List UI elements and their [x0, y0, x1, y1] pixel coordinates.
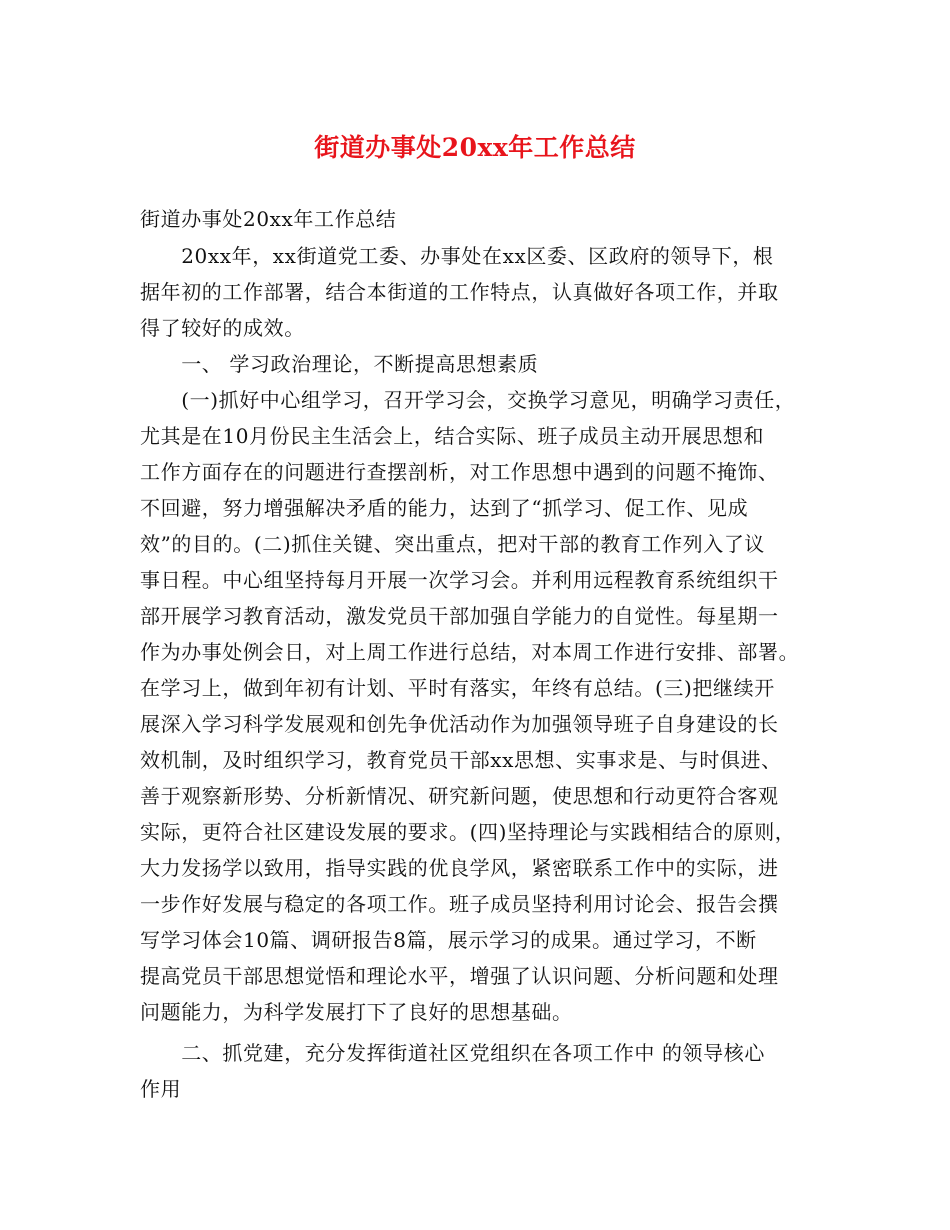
- text-line: 20xx年，xx街道党工委、办事处在xx区委、区政府的领导下，根: [140, 244, 774, 268]
- text-line: 作用: [140, 1077, 182, 1101]
- section-heading: 二、抓党建，充分发挥街道社区党组织在各项工作中 的领导核心: [140, 1041, 765, 1065]
- text-line: 问题能力，为科学发展打下了良好的思想基础。: [140, 1000, 573, 1024]
- text-line: 提高党员干部思想觉悟和理论水平，增强了认识问题、分析问题和处理: [140, 964, 779, 988]
- text-line: 写学习体会10篇、调研报告8篇，展示学习的成果。通过学习，不断: [140, 928, 757, 952]
- text-line: 作为办事处例会日，对上周工作进行总结，对本周工作进行安排、部署。: [140, 640, 800, 664]
- text-line: 工作方面存在的问题进行查摆剖析，对工作思想中遇到的问题不掩饰、: [140, 460, 779, 484]
- text-line: 在学习上，做到年初有计划、平时有落实，年终有总结。(三)把继续开: [140, 676, 775, 700]
- text-line: 效”的目的。(二)抓住关键、突出重点，把对干部的教育工作列入了议: [140, 532, 766, 556]
- text-line: 尤其是在10月份民主生活会上，结合实际、班子成员主动开展思想和: [140, 424, 765, 448]
- subtitle-line: 街道办事处20xx年工作总结: [140, 207, 397, 231]
- text-line: 一步作好发展与稳定的各项工作。班子成员坚持利用讨论会、报告会撰: [140, 892, 779, 916]
- text-line: (一)抓好中心组学习，召开学习会，交换学习意见，明确学习责任，: [140, 388, 796, 412]
- text-line: 实际，更符合社区建设发展的要求。(四)坚持理论与实践相结合的原则，: [140, 820, 796, 844]
- text-line: 得了较好的成效。: [140, 316, 305, 340]
- text-line: 不回避，努力增强解决矛盾的能力，达到了“抓学习、促工作、见成: [140, 496, 749, 520]
- text-line: 据年初的工作部署，结合本街道的工作特点，认真做好各项工作，并取: [140, 280, 779, 304]
- text-line: 事日程。中心组坚持每月开展一次学习会。并利用远程教育系统组织干: [140, 568, 779, 592]
- text-line: 善于观察新形势、分析新情况、研究新问题，使思想和行动更符合客观: [140, 784, 779, 808]
- text-line: 展深入学习科学发展观和创先争优活动作为加强领导班子自身建设的长: [140, 712, 779, 736]
- text-line: 大力发扬学以致用，指导实践的优良学风，紧密联系工作中的实际，进: [140, 856, 779, 880]
- text-line: 部开展学习教育活动，激发党员干部加强自学能力的自觉性。每星期一: [140, 604, 779, 628]
- document-title: 街道办事处20xx年工作总结: [314, 133, 636, 162]
- text-line: 效机制，及时组织学习，教育党员干部xx思想、实事求是、与时俱进、: [140, 748, 782, 772]
- section-heading: 一、 学习政治理论，不断提高思想素质: [140, 352, 539, 376]
